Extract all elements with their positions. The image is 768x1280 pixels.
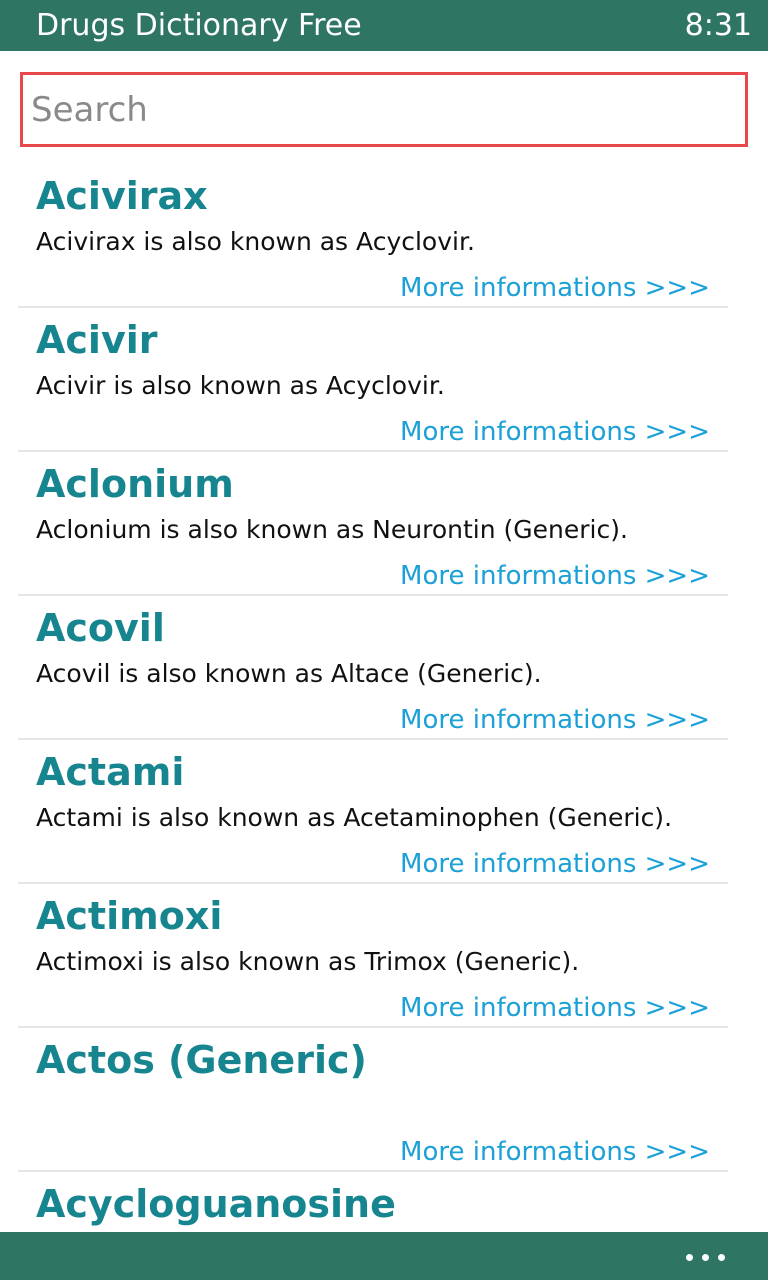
drug-description: Aclonium is also known as Neurontin (Generic). [36,515,628,544]
dot [686,1254,693,1261]
list-item[interactable] [18,308,728,452]
drug-description: Actami is also known as Acetaminophen (Generic). [36,803,673,832]
app-bar [0,1232,768,1280]
drug-name[interactable]: Acycloguanosine [36,1182,396,1226]
dot [702,1254,709,1261]
more-info-link[interactable]: More informations >>> [400,705,710,735]
clock: 8:31 [684,8,752,43]
more-info-link[interactable]: More informations >>> [400,1137,710,1167]
search-input[interactable] [23,75,745,144]
list-item[interactable] [18,1028,728,1172]
drug-description: Actimoxi is also known as Trimox (Generic). [36,947,580,976]
list-item[interactable] [18,596,728,740]
app-title: Drugs Dictionary Free [36,8,362,43]
more-info-link[interactable]: More informations >>> [400,561,710,591]
more-info-link[interactable]: More informations >>> [400,993,710,1023]
drug-name[interactable]: Acivir [36,318,158,362]
drug-name[interactable]: Acivirax [36,174,208,218]
drug-name[interactable]: Actami [36,750,185,794]
drug-description: Acivir is also known as Acyclovir. [36,371,445,400]
list-item[interactable] [18,164,728,308]
list-item[interactable] [18,1172,728,1232]
more-info-link[interactable]: More informations >>> [400,417,710,447]
dot [718,1254,725,1261]
drug-name[interactable]: Actos (Generic) [36,1038,367,1082]
drug-name[interactable]: Actimoxi [36,894,223,938]
more-info-link[interactable]: More informations >>> [400,849,710,879]
status-bar [0,0,768,51]
drug-description: Acovil is also known as Altace (Generic). [36,659,542,688]
drug-list[interactable] [0,164,768,1232]
list-item[interactable] [18,452,728,596]
search-box[interactable] [20,72,748,147]
drug-description: Acivirax is also known as Acyclovir. [36,227,475,256]
ellipsis-icon[interactable] [684,1234,728,1278]
list-item[interactable] [18,740,728,884]
drug-name[interactable]: Aclonium [36,462,234,506]
more-info-link[interactable]: More informations >>> [400,273,710,303]
drug-name[interactable]: Acovil [36,606,165,650]
list-item[interactable] [18,884,728,1028]
